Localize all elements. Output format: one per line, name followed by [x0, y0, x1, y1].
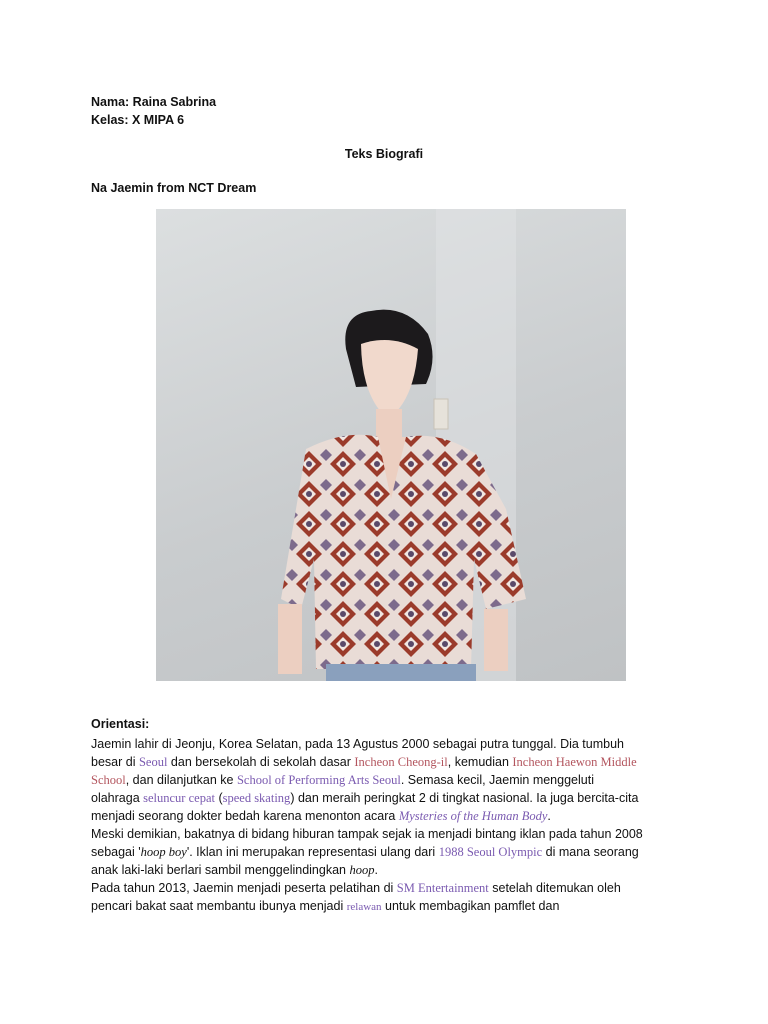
italic-hoop: hoop: [349, 863, 375, 877]
link-incheon-haewon-cont[interactable]: School: [91, 773, 126, 787]
text: besar di: [91, 755, 139, 769]
text: (: [214, 791, 223, 805]
paragraph-orientasi-2: [91, 825, 681, 879]
paragraph-orientasi-1: [91, 735, 681, 825]
link-relawan[interactable]: relawan: [346, 901, 382, 913]
link-seluncur-cepat[interactable]: seluncur cepat: [143, 791, 215, 805]
text: sebagai ': [91, 845, 141, 859]
text: setelah ditemukan oleh: [488, 881, 621, 895]
link-1988-seoul-olympic[interactable]: 1988 Seoul Olympic: [438, 845, 543, 859]
text: , kemudian: [447, 755, 513, 769]
section-heading-orientasi: Orientasi:: [91, 717, 150, 731]
text: . Semasa kecil, Jaemin menggeluti: [400, 773, 594, 787]
portrait-photo: [156, 209, 626, 681]
text: dan bersekolah di sekolah dasar: [167, 755, 355, 769]
student-name: Nama: Raina Sabrina: [91, 95, 217, 109]
link-incheon-cheong-il[interactable]: Incheon Cheong-il: [354, 755, 448, 769]
italic-hoop-boy: hoop boy: [140, 845, 187, 859]
text: di mana seorang: [542, 845, 639, 859]
text: Meski demikian, bakatnya di bidang hiburan tampak sejak ia menjadi bintang iklan pada tahun 2008: [91, 827, 643, 841]
student-class: Kelas: X MIPA 6: [91, 113, 185, 127]
text: Jaemin lahir di Jeonju, Korea Selatan, pada 13 Agustus 2000 sebagai putra tunggal. Dia tumbuh: [91, 737, 625, 751]
text: menjadi seorang dokter bedah karena menonton acara: [91, 809, 399, 823]
text: .: [547, 809, 551, 823]
document-title: Teks Biografi: [344, 147, 424, 161]
link-sm-entertainment[interactable]: SM Entertainment: [396, 881, 489, 895]
text: pencari bakat saat membantu ibunya menjadi: [91, 899, 347, 913]
text: olahraga: [91, 791, 144, 805]
text: '. Iklan ini merupakan representasi ulang dari: [186, 845, 439, 859]
paragraph-orientasi-3: [91, 879, 681, 916]
link-school-of-performing-arts[interactable]: School of Performing Arts Seoul: [236, 773, 401, 787]
text: Pada tahun 2013, Jaemin menjadi peserta pelatihan di: [91, 881, 397, 895]
link-speed-skating[interactable]: speed skating: [222, 791, 291, 805]
text: , dan dilanjutkan ke: [125, 773, 237, 787]
text: ) dan meraih peringkat 2 di tingkat nasional. Ia juga bercita-cita: [290, 791, 639, 805]
link-incheon-haewon[interactable]: Incheon Haewon Middle: [512, 755, 637, 769]
text: anak laki-laki berlari sambil menggelindingkan: [91, 863, 350, 877]
text: .: [374, 863, 378, 877]
link-seoul[interactable]: Seoul: [138, 755, 168, 769]
biography-subject: Na Jaemin from NCT Dream: [91, 181, 257, 195]
link-mysteries-human-body[interactable]: Mysteries of the Human Body: [398, 809, 548, 823]
text: untuk membagikan pamflet dan: [381, 899, 560, 913]
